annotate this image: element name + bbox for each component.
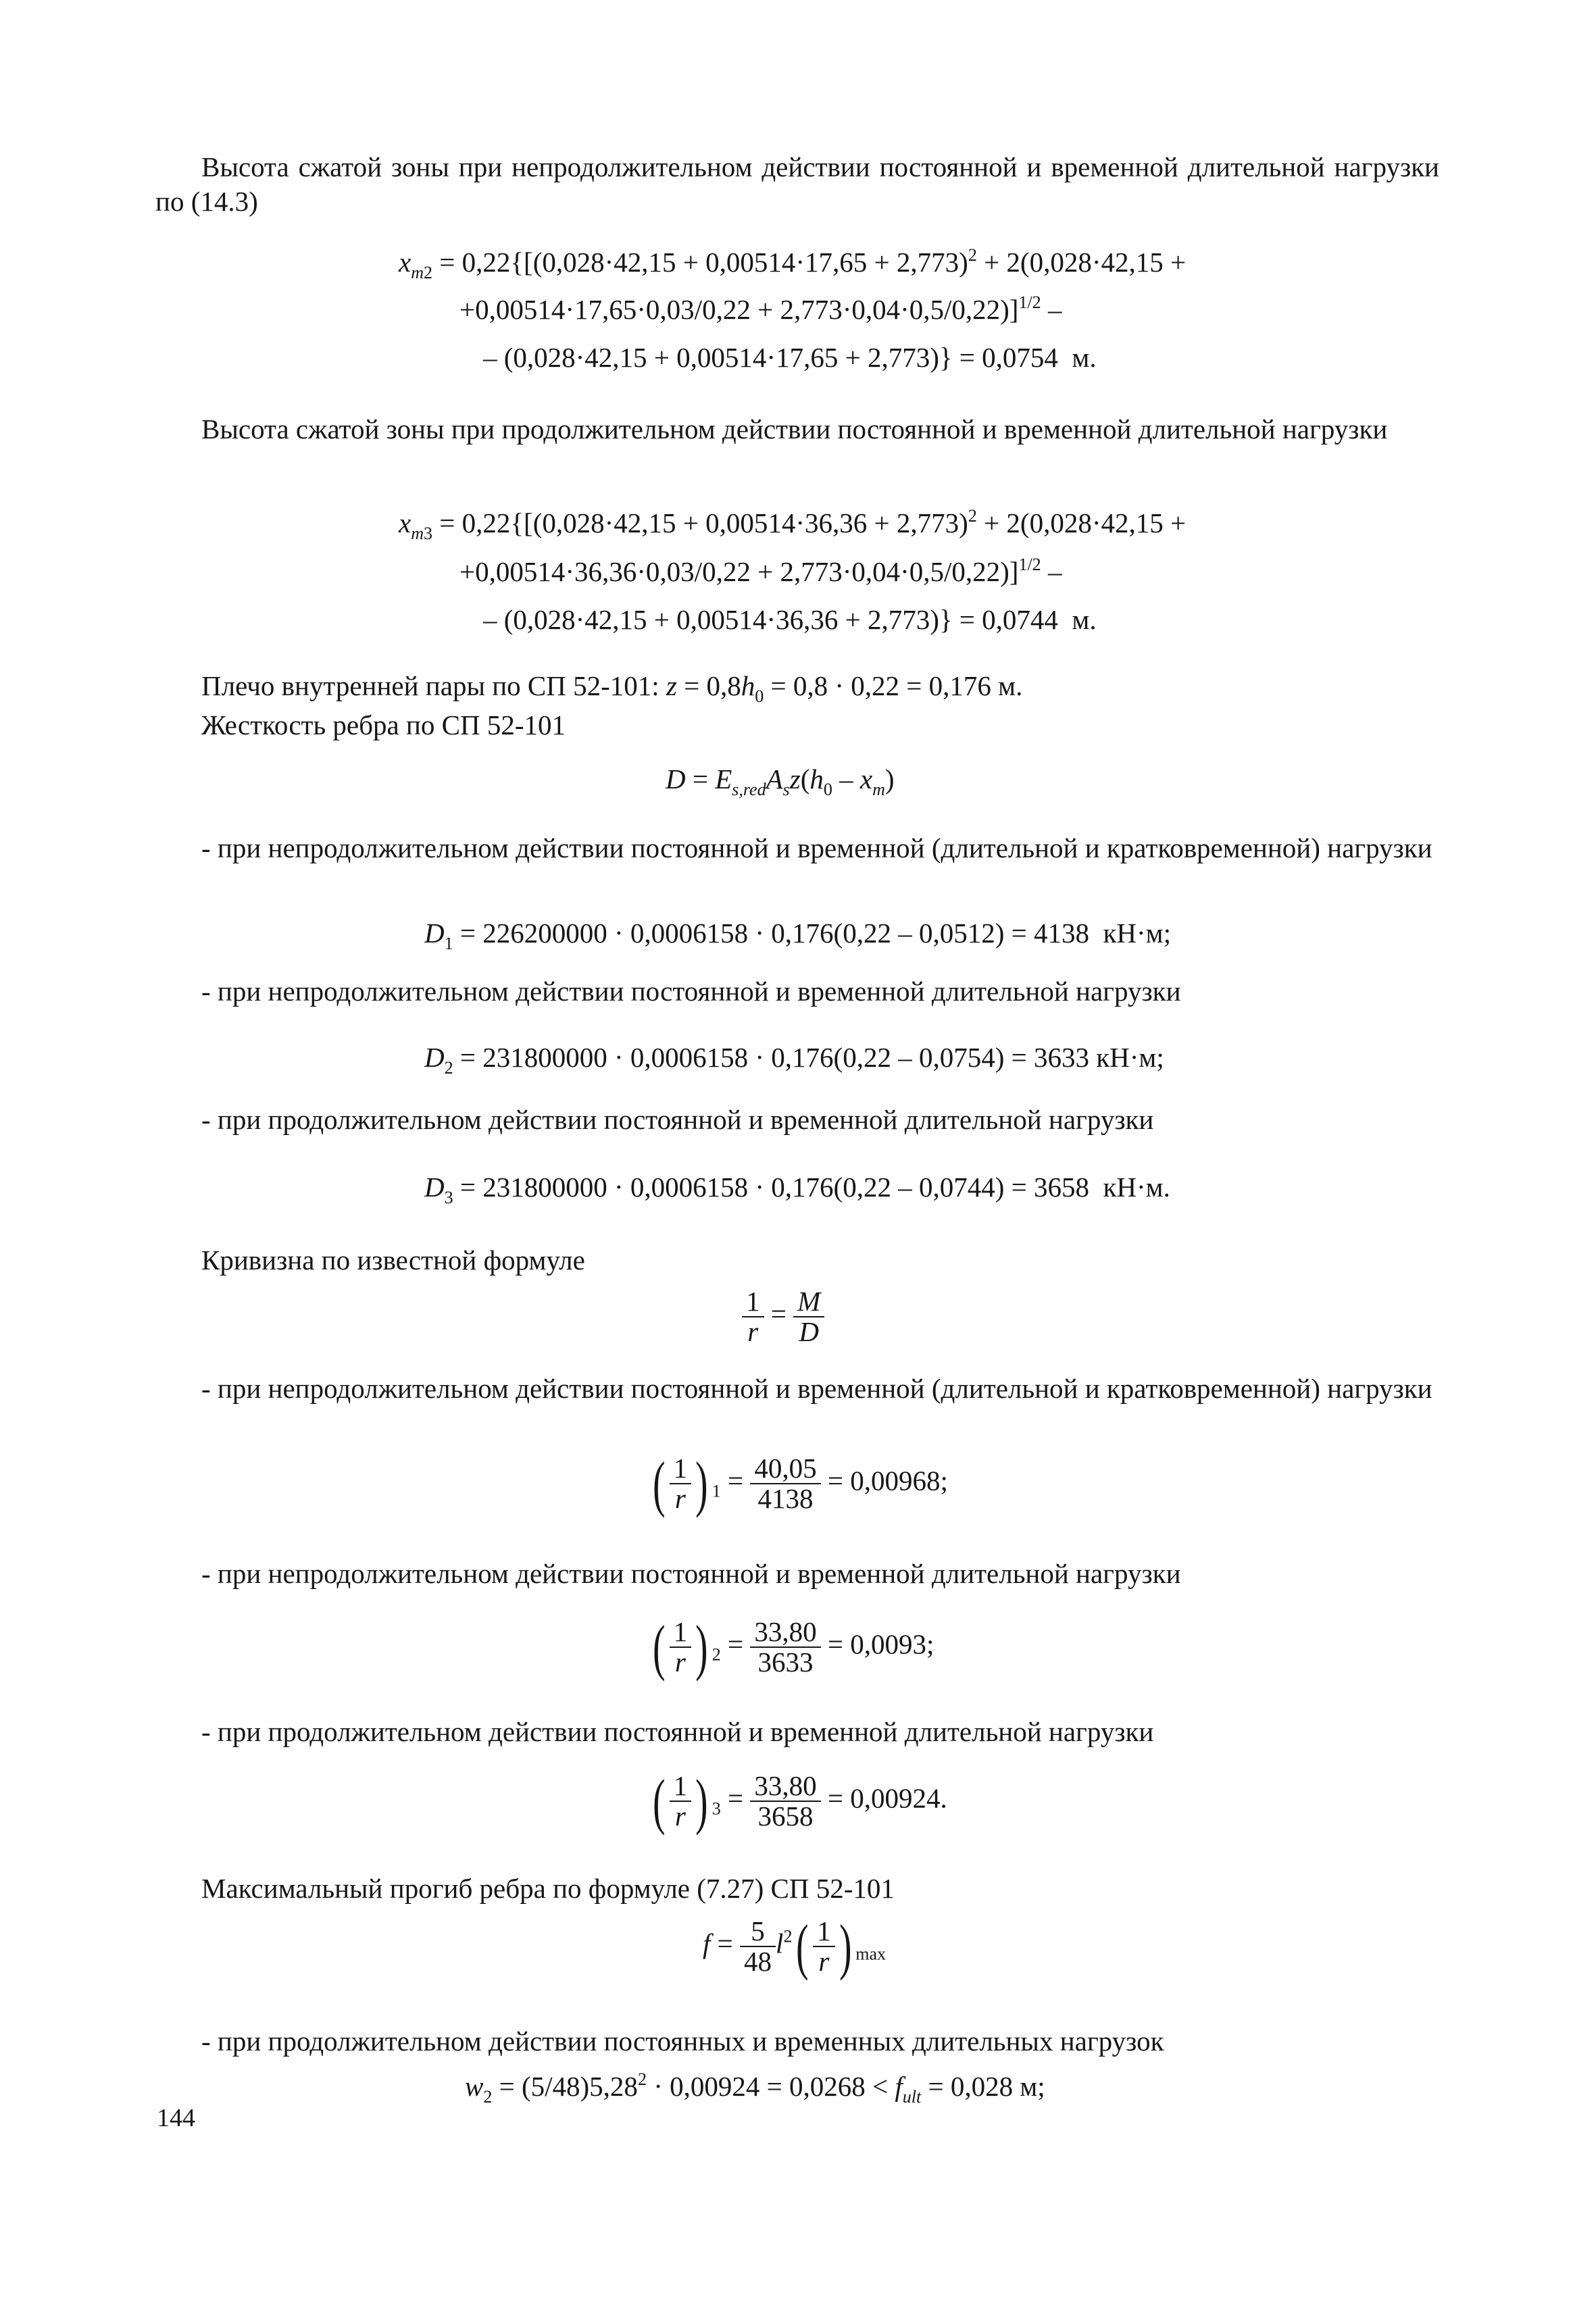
paragraph-arm: Плечо внутренней пары по СП 52-101: $z = 0,8h_0 = 0,8 \cdot 0,22 = 0,176$ м. bbox=[201, 670, 1023, 706]
formula-xm2: $x_{m2} = 0,22\{[(0,028\cdot 42,15 + 0,00514\cdot 17,65 + 2,773)^2 + 2(0,028\cdot 42,15$ + bbox=[399, 245, 1187, 282]
formula-deflection: f = $\frac{5}{48}$ $l^2$( $\frac{1}{r}$ ) $_{max}$ bbox=[703, 1912, 886, 1981]
formula-stiffness: $D = E_{s,red}A_sz(h_0 - x_m)$ bbox=[666, 763, 895, 799]
formula-xm2-line3: – (0,028·42,15 + 0,00514·17,65 + 2,773)} = 0,0754 м. bbox=[483, 342, 1097, 373]
formula-xm3-line3: – (0,028·42,15 + 0,00514·36,36 + 2,773)} = 0,0744 м. bbox=[483, 604, 1097, 635]
formula-c2: ( $\frac{1}{r}$ ) $_2$ = $\frac{33,80}{3633}$ = 0,0093; bbox=[653, 1613, 934, 1682]
formula-curvature: $\frac{1}{r}$ = $\frac{M}{D}$ bbox=[742, 1287, 824, 1347]
formula-d3: $D_3 = 231800000 \cdot 0,0006158 \cdot 0,176(0,22 - 0,0744) = 3658$ кН·м. bbox=[424, 1172, 1170, 1207]
paragraph-deflection-intro: Максимальный прогиб ребра по формуле (7.27) СП 52-101 bbox=[201, 1873, 895, 1904]
formula-d2: $D_2 = 231800000 \cdot 0,0006158 \cdot 0,176(0,22 - 0,0754) = 3633$ кН·м; bbox=[424, 1042, 1164, 1078]
paragraph-c2-intro: - при непродолжительном действии постоянной и временной длительной нагрузки bbox=[201, 1558, 1181, 1589]
formula-w2: $w_2 = (5/48)5,28^2 \cdot 0,00924 = 0,0268 < f_{ult} = 0,028$ м; bbox=[465, 2069, 1045, 2107]
paragraph-xm3-intro: Высота сжатой зоны при продолжительном действии постоянной и временной длительной нагрузки bbox=[201, 413, 1388, 445]
formula-xm3: $x_{m3} = 0,22\{[(0,028\cdot 42,15 + 0,00514\cdot 36,36 + 2,773)^2 + 2(0,028\cdot 42,15$ + bbox=[399, 506, 1187, 543]
formula-xm3-line2: +0,00514·36,36·0,03/0,22 + 2,773·0,04·0,5/0,22)]$^{1/2}$ – bbox=[459, 555, 1062, 587]
paragraph-xm2-intro: Высота сжатой зоны при непродолжительном действии постоянной и временной длительной нагрузки по (14.3) bbox=[155, 151, 1439, 218]
formula-d1: $D_1 = 226200000 \cdot 0,0006158 \cdot 0,176(0,22 - 0,0512) = 4138$ кН·м; bbox=[424, 917, 1171, 953]
paragraph-stiffness-intro: Жесткость ребра по СП 52-101 bbox=[201, 709, 566, 740]
paragraph-d2-intro: - при непродолжительном действии постоянной и временной длительной нагрузки bbox=[201, 976, 1181, 1007]
page-number: 144 bbox=[157, 2104, 195, 2132]
paragraph-curvature-intro: Кривизна по известной формуле bbox=[201, 1244, 585, 1276]
paragraph-d1-intro: - при непродолжительном действии постоянной и временной (длительной и кратковременной) нагрузки bbox=[201, 832, 1432, 863]
formula-c3: ( $\frac{1}{r}$ ) $_3$ = $\frac{33,80}{3658}$ = 0,00924. bbox=[653, 1767, 947, 1836]
formula-xm2-line2: +0,00514·17,65·0,03/0,22 + 2,773·0,04·0,5/0,22)]$^{1/2}$ – bbox=[459, 293, 1062, 325]
formula-c1: ( $\frac{1}{r}$ ) $_1$ = $\frac{40,05}{4138}$ = 0,00968; bbox=[653, 1449, 948, 1518]
paragraph-c3-intro: - при продолжительном действии постоянной и временной длительной нагрузки bbox=[201, 1716, 1154, 1747]
paragraph-c1-intro: - при непродолжительном действии постоянной и временной (длительной и кратковременной) нагрузки bbox=[201, 1373, 1432, 1404]
paragraph-d3-intro: - при продолжительном действии постоянной и временной длительной нагрузки bbox=[201, 1104, 1154, 1135]
paragraph-w-intro: - при продолжительном действии постоянных и временных длительных нагрузок bbox=[201, 2026, 1164, 2057]
